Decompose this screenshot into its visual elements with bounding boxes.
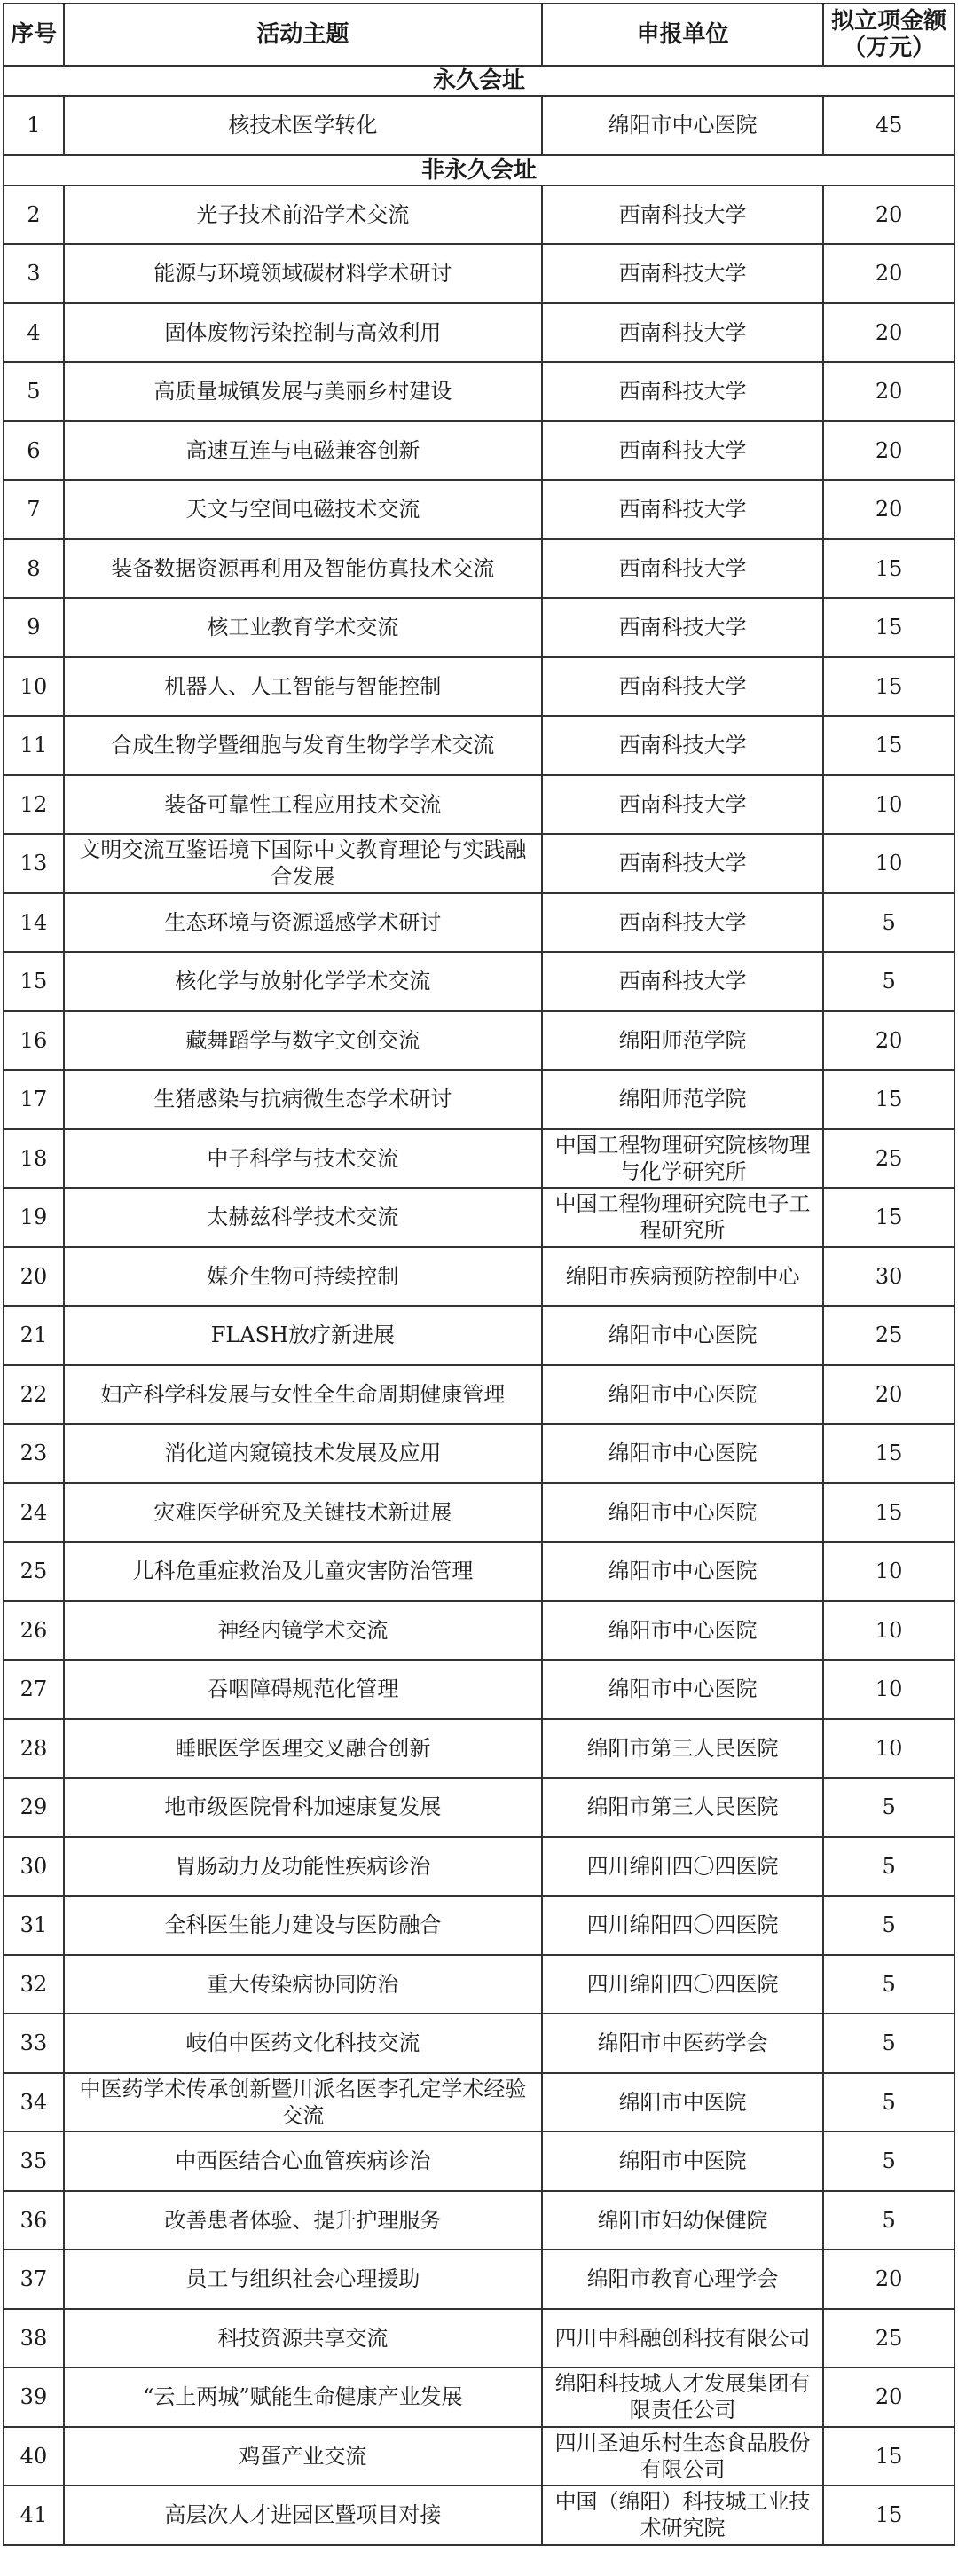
- row-unit: 绵阳市疾病预防控制中心: [543, 1248, 824, 1306]
- row-theme: 中子科学与技术交流: [65, 1130, 543, 1188]
- row-amount: 5: [824, 1779, 955, 1836]
- row-theme: 中西医结合心血管疾病诊治: [65, 2132, 543, 2190]
- table-row: [4, 422, 955, 482]
- row-unit: 绵阳师范学院: [543, 1071, 824, 1128]
- table-row: [4, 1543, 955, 1602]
- row-amount: 5: [824, 1897, 955, 1954]
- row-theme: FLASH放疗新进展: [65, 1307, 543, 1364]
- row-amount: 20: [824, 363, 955, 420]
- row-amount: 20: [824, 422, 955, 480]
- table-row: [4, 1720, 955, 1779]
- table-row: [4, 1956, 955, 2015]
- table-row: [4, 1189, 955, 1248]
- row-no: 30: [4, 1838, 65, 1896]
- table-row: [4, 2250, 955, 2310]
- row-amount: 5: [824, 2074, 955, 2132]
- row-theme: 重大传染病协同防治: [65, 1956, 543, 2014]
- row-amount: 20: [824, 2368, 955, 2426]
- row-no: 7: [4, 481, 65, 538]
- row-theme: 文明交流互鉴语境下国际中文教育理论与实践融合发展: [65, 835, 543, 892]
- row-amount: 20: [824, 186, 955, 244]
- row-unit: 西南科技大学: [543, 186, 824, 244]
- row-unit: 四川绵阳四〇四医院: [543, 1897, 824, 1954]
- row-amount: 20: [824, 1366, 955, 1424]
- row-no: 17: [4, 1071, 65, 1128]
- row-unit: 绵阳市中医药学会: [543, 2014, 824, 2072]
- table-row: [4, 894, 955, 954]
- row-amount: 30: [824, 1248, 955, 1306]
- row-theme: 核化学与放射化学学术交流: [65, 953, 543, 1010]
- row-unit: 绵阳市第三人民医院: [543, 1779, 824, 1836]
- row-theme: 地市级医院骨科加速康复发展: [65, 1779, 543, 1836]
- table-row: [4, 1425, 955, 1484]
- table-row: [4, 2486, 955, 2546]
- row-no: 12: [4, 776, 65, 834]
- row-no: 25: [4, 1543, 65, 1600]
- row-no: 22: [4, 1366, 65, 1424]
- table-row: [4, 1307, 955, 1366]
- table-row: [4, 1071, 955, 1130]
- row-theme: 媒介生物可持续控制: [65, 1248, 543, 1306]
- row-no: 36: [4, 2192, 65, 2250]
- row-theme: 吞咽障碍规范化管理: [65, 1661, 543, 1718]
- row-theme: 消化道内窥镜技术发展及应用: [65, 1425, 543, 1482]
- row-theme: 能源与环境领域碳材料学术研讨: [65, 245, 543, 302]
- row-theme: 高速互连与电磁兼容创新: [65, 422, 543, 480]
- section-permanent: [4, 67, 955, 97]
- row-unit: 中国（绵阳）科技城工业技术研究院: [543, 2486, 824, 2544]
- row-theme: 岐伯中医药文化科技交流: [65, 2014, 543, 2072]
- row-unit: 绵阳市中心医院: [543, 1366, 824, 1424]
- row-amount: 25: [824, 1130, 955, 1188]
- row-amount: 10: [824, 1661, 955, 1718]
- row-unit: 四川圣迪乐村生态食品股份有限公司: [543, 2428, 824, 2486]
- header-amount: 拟立项金额（万元）: [824, 4, 955, 65]
- row-no: 15: [4, 953, 65, 1010]
- row-unit: 四川中科融创科技有限公司: [543, 2310, 824, 2368]
- row-amount: 15: [824, 1425, 955, 1482]
- row-amount: 20: [824, 1012, 955, 1070]
- row-amount: 15: [824, 1189, 955, 1246]
- row-amount: 20: [824, 245, 955, 302]
- table-row: [4, 2014, 955, 2074]
- table-row: [4, 1248, 955, 1308]
- row-no: 41: [4, 2486, 65, 2544]
- row-unit: 西南科技大学: [543, 953, 824, 1010]
- row-theme: “云上两城”赋能生命健康产业发展: [65, 2368, 543, 2426]
- row-unit: 西南科技大学: [543, 363, 824, 420]
- row-theme: 灾难医学研究及关键技术新进展: [65, 1484, 543, 1542]
- row-no: 21: [4, 1307, 65, 1364]
- row-unit: 绵阳市中心医院: [543, 1661, 824, 1718]
- row-theme: 改善患者体验、提升护理服务: [65, 2192, 543, 2250]
- table-row: [4, 97, 955, 156]
- row-unit: 绵阳市妇幼保健院: [543, 2192, 824, 2250]
- row-unit: 绵阳市教育心理学会: [543, 2250, 824, 2308]
- row-no: 1: [4, 97, 65, 154]
- row-theme: 科技资源共享交流: [65, 2310, 543, 2368]
- row-unit: 绵阳市中心医院: [543, 97, 824, 154]
- row-no: 16: [4, 1012, 65, 1070]
- row-theme: 神经内镜学术交流: [65, 1602, 543, 1660]
- row-unit: 西南科技大学: [543, 658, 824, 716]
- row-theme: 妇产科学科发展与女性全生命周期健康管理: [65, 1366, 543, 1424]
- table-header: [4, 4, 955, 67]
- row-no: 10: [4, 658, 65, 716]
- row-no: 39: [4, 2368, 65, 2426]
- table-row: [4, 1484, 955, 1543]
- row-theme: 太赫兹科学技术交流: [65, 1189, 543, 1246]
- row-unit: 西南科技大学: [543, 835, 824, 892]
- row-theme: 藏舞蹈学与数字文创交流: [65, 1012, 543, 1070]
- row-amount: 45: [824, 97, 955, 154]
- row-amount: 20: [824, 2250, 955, 2308]
- row-unit: 绵阳市中医院: [543, 2074, 824, 2132]
- row-amount: 5: [824, 894, 955, 952]
- row-unit: 西南科技大学: [543, 776, 824, 834]
- row-theme: 鸡蛋产业交流: [65, 2428, 543, 2486]
- row-amount: 15: [824, 717, 955, 774]
- row-no: 2: [4, 186, 65, 244]
- row-amount: 15: [824, 658, 955, 716]
- row-no: 6: [4, 422, 65, 480]
- row-theme: 高层次人才进园区暨项目对接: [65, 2486, 543, 2544]
- row-theme: 核工业教育学术交流: [65, 599, 543, 656]
- row-no: 24: [4, 1484, 65, 1542]
- row-unit: 中国工程物理研究院核物理与化学研究所: [543, 1130, 824, 1188]
- table-row: [4, 2310, 955, 2369]
- row-amount: 5: [824, 953, 955, 1010]
- table-row: [4, 1602, 955, 1661]
- row-theme: 天文与空间电磁技术交流: [65, 481, 543, 538]
- row-unit: 绵阳师范学院: [543, 1012, 824, 1070]
- header-unit: 申报单位: [543, 4, 824, 65]
- row-unit: 绵阳科技城人才发展集团有限责任公司: [543, 2368, 824, 2426]
- row-no: 29: [4, 1779, 65, 1836]
- row-no: 8: [4, 540, 65, 598]
- row-amount: 5: [824, 2014, 955, 2072]
- row-no: 38: [4, 2310, 65, 2368]
- row-theme: 睡眠医学医理交叉融合创新: [65, 1720, 543, 1778]
- table-row: [4, 599, 955, 658]
- row-amount: 5: [824, 2132, 955, 2190]
- row-unit: 西南科技大学: [543, 894, 824, 952]
- row-unit: 西南科技大学: [543, 304, 824, 362]
- row-theme: 员工与组织社会心理援助: [65, 2250, 543, 2308]
- table-row: [4, 2428, 955, 2487]
- row-no: 35: [4, 2132, 65, 2190]
- row-unit: 西南科技大学: [543, 717, 824, 774]
- table-row: [4, 304, 955, 364]
- row-no: 23: [4, 1425, 65, 1482]
- row-amount: 15: [824, 2486, 955, 2544]
- row-theme: 核技术医学转化: [65, 97, 543, 154]
- row-amount: 10: [824, 1720, 955, 1778]
- row-amount: 10: [824, 776, 955, 834]
- row-no: 19: [4, 1189, 65, 1246]
- row-no: 5: [4, 363, 65, 420]
- row-no: 33: [4, 2014, 65, 2072]
- row-amount: 20: [824, 481, 955, 538]
- table-row: [4, 953, 955, 1012]
- table-row: [4, 1130, 955, 1190]
- row-amount: 15: [824, 1071, 955, 1128]
- table-row: [4, 717, 955, 776]
- row-no: 13: [4, 835, 65, 892]
- row-theme: 合成生物学暨细胞与发育生物学学术交流: [65, 717, 543, 774]
- header-theme: 活动主题: [65, 4, 543, 65]
- row-no: 9: [4, 599, 65, 656]
- row-theme: 胃肠动力及功能性疾病诊治: [65, 1838, 543, 1896]
- row-amount: 25: [824, 2310, 955, 2368]
- row-unit: 绵阳市中心医院: [543, 1543, 824, 1600]
- row-no: 34: [4, 2074, 65, 2132]
- row-amount: 10: [824, 1543, 955, 1600]
- table-row: [4, 835, 955, 894]
- table-row: [4, 245, 955, 304]
- table-row: [4, 1012, 955, 1072]
- header-no: 序号: [4, 4, 65, 65]
- table-row: [4, 2132, 955, 2192]
- row-unit: 西南科技大学: [543, 540, 824, 598]
- row-amount: 15: [824, 1484, 955, 1542]
- table-row: [4, 1779, 955, 1838]
- row-no: 11: [4, 717, 65, 774]
- table-row: [4, 363, 955, 422]
- table-row: [4, 776, 955, 836]
- row-no: 31: [4, 1897, 65, 1954]
- row-unit: 西南科技大学: [543, 422, 824, 480]
- section-non-permanent: [4, 156, 955, 186]
- row-amount: 15: [824, 2428, 955, 2486]
- row-theme: 固体废物污染控制与高效利用: [65, 304, 543, 362]
- row-no: 14: [4, 894, 65, 952]
- table-row: [4, 1661, 955, 1720]
- row-no: 28: [4, 1720, 65, 1778]
- row-theme: 装备可靠性工程应用技术交流: [65, 776, 543, 834]
- row-no: 18: [4, 1130, 65, 1188]
- row-unit: 西南科技大学: [543, 245, 824, 302]
- row-unit: 绵阳市中心医院: [543, 1425, 824, 1482]
- row-no: 40: [4, 2428, 65, 2486]
- row-theme: 全科医生能力建设与医防融合: [65, 1897, 543, 1954]
- row-no: 27: [4, 1661, 65, 1718]
- row-theme: 中医药学术传承创新暨川派名医李孔定学术经验交流: [65, 2074, 543, 2132]
- row-unit: 绵阳市第三人民医院: [543, 1720, 824, 1778]
- row-theme: 装备数据资源再利用及智能仿真技术交流: [65, 540, 543, 598]
- row-theme: 生态环境与资源遥感学术研讨: [65, 894, 543, 952]
- row-amount: 15: [824, 599, 955, 656]
- table-row: [4, 2368, 955, 2428]
- row-no: 26: [4, 1602, 65, 1660]
- section-title: 永久会址: [4, 67, 955, 95]
- row-amount: 5: [824, 1956, 955, 2014]
- row-theme: 光子技术前沿学术交流: [65, 186, 543, 244]
- table-row: [4, 1366, 955, 1425]
- table-row: [4, 540, 955, 600]
- table-row: [4, 481, 955, 540]
- row-amount: 10: [824, 1602, 955, 1660]
- row-theme: 生猪感染与抗病微生态学术研讨: [65, 1071, 543, 1128]
- table-row: [4, 2192, 955, 2251]
- row-amount: 25: [824, 1307, 955, 1364]
- row-amount: 20: [824, 304, 955, 362]
- row-unit: 绵阳市中心医院: [543, 1307, 824, 1364]
- project-table: [3, 3, 955, 2546]
- row-unit: 绵阳市中医院: [543, 2132, 824, 2190]
- row-unit: 中国工程物理研究院电子工程研究所: [543, 1189, 824, 1246]
- row-unit: 四川绵阳四〇四医院: [543, 1956, 824, 2014]
- row-unit: 四川绵阳四〇四医院: [543, 1838, 824, 1896]
- section-title: 非永久会址: [4, 156, 955, 185]
- row-no: 20: [4, 1248, 65, 1306]
- row-amount: 15: [824, 540, 955, 598]
- table-row: [4, 1838, 955, 1897]
- table-row: [4, 186, 955, 246]
- row-unit: 绵阳市中心医院: [543, 1602, 824, 1660]
- row-no: 32: [4, 1956, 65, 2014]
- row-theme: 高质量城镇发展与美丽乡村建设: [65, 363, 543, 420]
- row-theme: 机器人、人工智能与智能控制: [65, 658, 543, 716]
- table-row: [4, 2074, 955, 2133]
- row-theme: 儿科危重症救治及儿童灾害防治管理: [65, 1543, 543, 1600]
- row-unit: 西南科技大学: [543, 599, 824, 656]
- table-row: [4, 1897, 955, 1956]
- row-unit: 绵阳市中心医院: [543, 1484, 824, 1542]
- row-unit: 西南科技大学: [543, 481, 824, 538]
- row-no: 4: [4, 304, 65, 362]
- row-amount: 5: [824, 1838, 955, 1896]
- table-row: [4, 658, 955, 718]
- row-amount: 5: [824, 2192, 955, 2250]
- row-no: 3: [4, 245, 65, 302]
- row-amount: 10: [824, 835, 955, 892]
- row-no: 37: [4, 2250, 65, 2308]
